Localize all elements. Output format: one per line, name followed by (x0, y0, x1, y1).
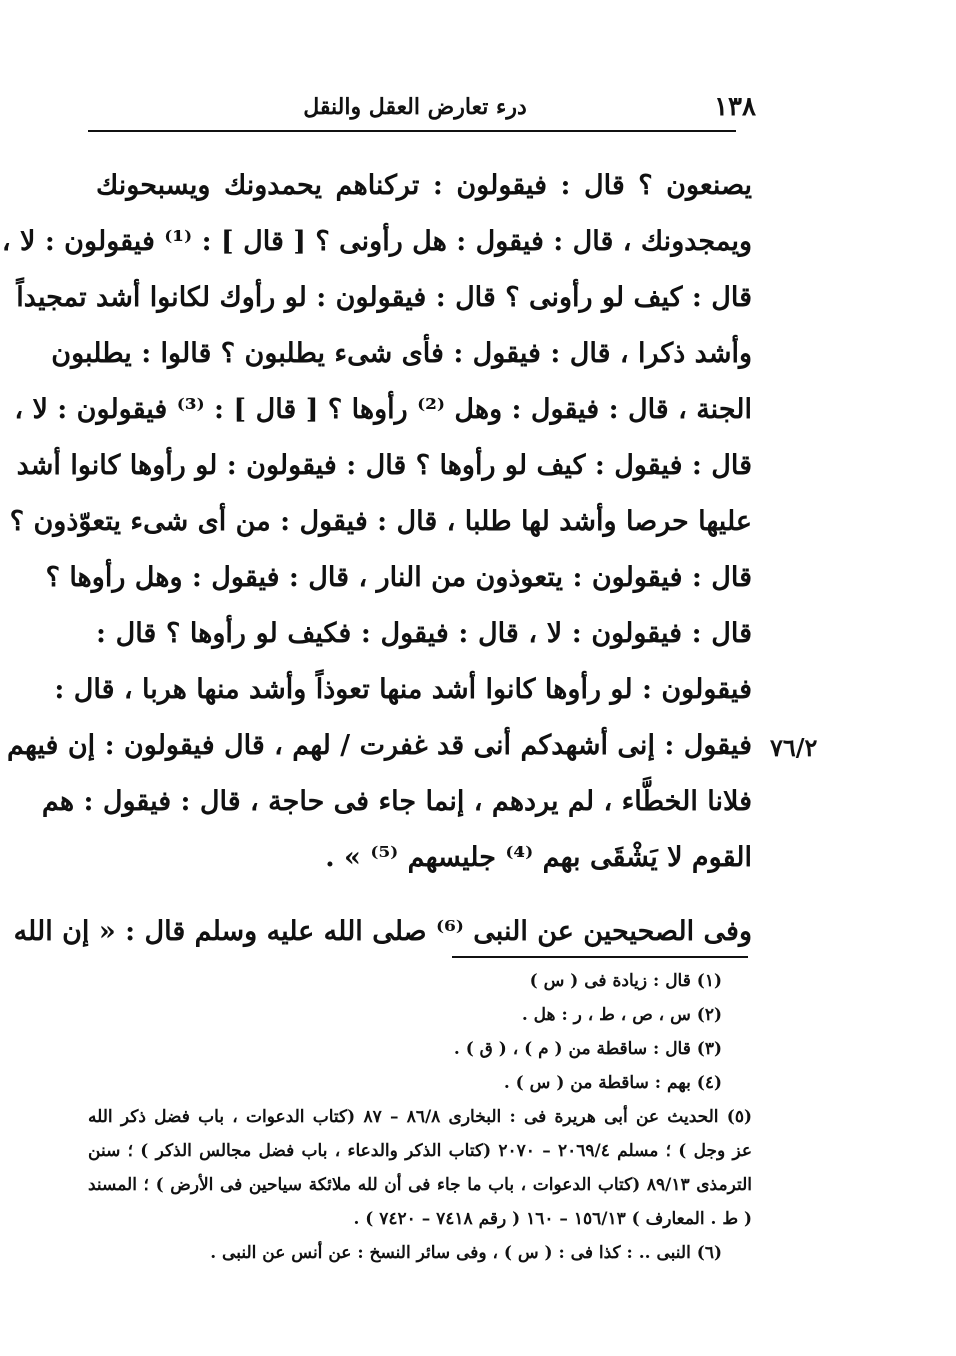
body-line: عليها حرصا وأشد لها طلبا ، قال : فيقول : من أى شىء يتعوّذون ؟ (9, 506, 752, 537)
body-line: فيقولون : لو رأوها كانوا أشد منها تعوذاً وأشد منها هربا ، قال : (54, 674, 752, 705)
body-line: فلانا الخطَّاء ، لم يردهم ، إنما جاء فى حاجة ، قال : فيقول : هم (41, 786, 752, 817)
footnote-rule (452, 956, 748, 958)
footnote-continuation: عز وجل ) ؛ مسلم ٢٠٦٩/٤ – ٢٠٧٠ (كتاب الذكر والدعاء ، باب فضل مجالس الذكر ) ؛ سنن (88, 1141, 752, 1161)
body-line: القوم لا يَشْقَى بهم ⁽⁴⁾ جليسهم ⁽⁵⁾ » . (325, 842, 752, 873)
body-line: ويمجدونك ، قال : فيقول : هل رأونى ؟ [ قال ] : ⁽¹⁾ فيقولون : لا ، (1, 226, 752, 257)
footnote-continuation: الترمذى ٨٩/١٣ (كتاب الدعوات ، باب ما جاء فى أن لله ملائكة سياحين فى الأرض ) ؛ المسند (88, 1175, 752, 1195)
body-line: الجنة ، قال : فيقول : وهل ⁽²⁾ رأوها ؟ [ قال ] : ⁽³⁾ فيقولون : لا ، (14, 394, 752, 425)
closing-line: وفى الصحيحين عن النبى ⁽⁶⁾ صلى الله عليه وسلم قال : « إن الله (13, 916, 752, 947)
footnote: (٣) قال : ساقطة من ( م ) ، ( ق ) . (453, 1039, 722, 1059)
body-line: قال : فيقولون : يتعوذون من النار ، قال : فيقول : وهل رأوها ؟ (45, 562, 752, 593)
body-line: قال : فيقولون : لا ، قال : فيقول : فكيف لو رأوها ؟ قال : (96, 618, 752, 649)
body-line: فيقول : إنى أشهدكم أنى قد غفرت / لهم ، قال فيقولون : إن فيهم (6, 730, 752, 761)
footnote: (٤) بهم : ساقطة من ( س ) . (503, 1073, 722, 1093)
footnote: (١) قال : زيادة فى ( س ) (529, 971, 722, 991)
header-rule (88, 130, 736, 132)
footnote: (٢) س ، ص ، ط ، ر : هل . (521, 1005, 722, 1025)
footnotes (88, 964, 752, 1270)
footnote: (٥) الحديث عن أبى هريرة فى : البخارى ٨٦/٨ – ٨٧ (كتاب الدعوات ، باب فضل ذكر الله (88, 1107, 752, 1127)
running-head-title: درء تعارض العقل والنقل (303, 94, 527, 120)
body-text (1, 158, 752, 886)
footnote: (٦) النبى .. : كذا فى : ( س ) ، وفى سائر النسخ : عن أنس عن النبى . (210, 1243, 722, 1263)
body-line: يصنعون ؟ قال : فيقولون : تركناهم يحمدونك ويسبحونك (96, 170, 752, 201)
body-line: قال : كيف لو رأونى ؟ قال : فيقولون : لو رأوك لكانوا أشد تمجيداً (16, 282, 752, 313)
page-number: ١٣٨ (714, 92, 756, 122)
footnote-continuation: ( ط . المعارف ) ١٥٦/١٣ – ١٦٠ ( رقم ٧٤١٨ – ٧٤٢٠ ) . (353, 1209, 752, 1229)
body-line: وأشد ذكرا ، قال : فيقول : فأى شىء يطلبون ؟ قالوا : يطلبون (51, 338, 752, 369)
margin-reference: ٧٦/٢ (770, 733, 818, 762)
body-line: قال : فيقول : كيف لو رأوها ؟ قال : فيقولون : لو رأوها كانوا أشد (16, 450, 752, 481)
